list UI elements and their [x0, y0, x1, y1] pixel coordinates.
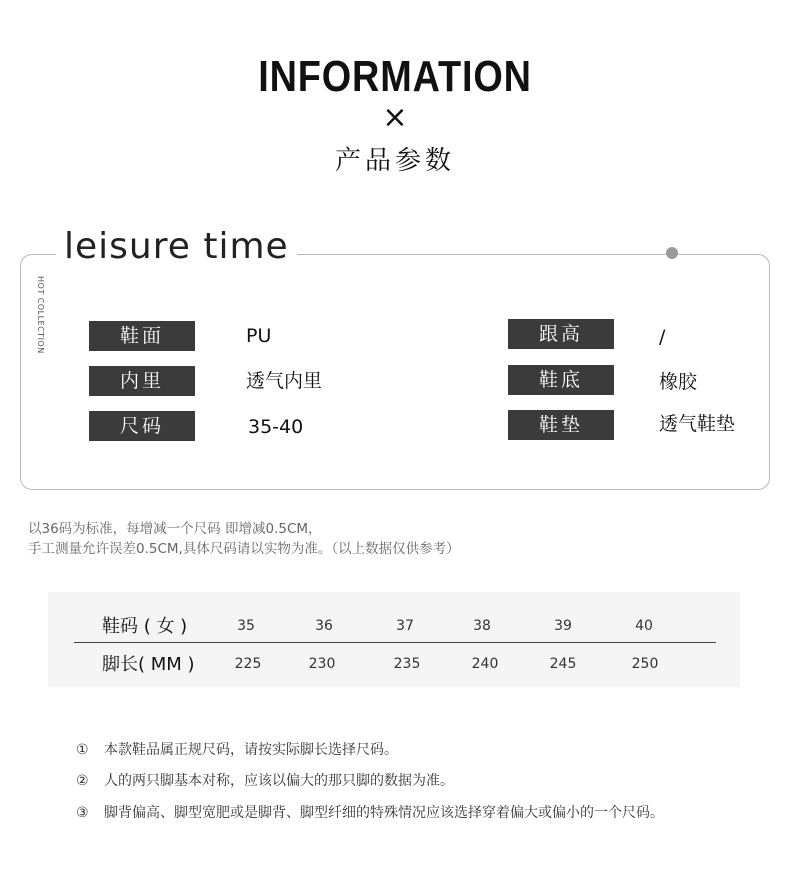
tip-number: ③	[76, 805, 89, 821]
size-row-header: 鞋码 ( 女 )	[102, 616, 188, 637]
spec-value-heel: /	[659, 326, 666, 348]
length-cell: 230	[308, 656, 336, 672]
tip-text: 本款鞋品属正规尺码，请按实际脚长选择尺码。	[104, 742, 398, 758]
size-cell: 37	[396, 618, 414, 634]
cross-symbol: ×	[382, 100, 408, 135]
size-table-divider	[74, 642, 716, 643]
spec-label-lining: 内里	[89, 366, 195, 396]
tip-number: ②	[76, 773, 89, 789]
spec-label-upper: 鞋面	[89, 321, 195, 351]
spec-label-size: 尺码	[89, 411, 195, 441]
tip-text: 人的两只脚基本对称，应该以偏大的那只脚的数据为准。	[104, 773, 454, 789]
size-cell: 38	[473, 618, 491, 634]
decorative-dot	[666, 247, 678, 259]
length-row-header: 脚长( MM )	[102, 654, 195, 675]
tip-text: 脚背偏高、脚型宽肥或是脚背、脚型纤细的特殊情况应该选择穿着偏大或偏小的一个尺码。	[104, 805, 664, 821]
tip-number: ①	[76, 742, 89, 758]
spec-label-insole: 鞋垫	[508, 410, 614, 440]
spec-value-lining: 透气内里	[246, 370, 323, 392]
spec-value-size: 35-40	[248, 416, 304, 438]
spec-label-heel: 跟高	[508, 319, 614, 349]
spec-value-upper: PU	[246, 325, 272, 347]
length-cell: 240	[471, 656, 499, 672]
product-params-subtitle: 产品参数	[334, 146, 455, 176]
spec-value-sole: 橡胶	[659, 371, 698, 393]
size-note-1: 以36码为标准，每增减一个尺码 即增减0.5CM，	[28, 521, 322, 537]
size-cell: 36	[315, 618, 333, 634]
length-cell: 225	[234, 656, 262, 672]
panel-heading: leisure time	[56, 226, 297, 267]
tip-1	[76, 739, 398, 759]
info-title: INFORMATION	[258, 52, 532, 101]
size-cell: 39	[554, 618, 572, 634]
spec-value-insole: 透气鞋垫	[659, 413, 736, 435]
size-note-2: 手工测量允许误差0.5CM,具体尺码请以实物为准。（以上数据仅供参考）	[28, 541, 460, 557]
length-cell: 250	[631, 656, 659, 672]
length-cell: 245	[549, 656, 577, 672]
spec-label-sole: 鞋底	[508, 365, 614, 395]
size-cell: 40	[635, 618, 653, 634]
tip-2	[76, 770, 454, 790]
tip-3	[76, 802, 664, 822]
side-caption: HOT COLLECTION	[36, 276, 45, 354]
size-cell: 35	[237, 618, 255, 634]
length-cell: 235	[393, 656, 421, 672]
